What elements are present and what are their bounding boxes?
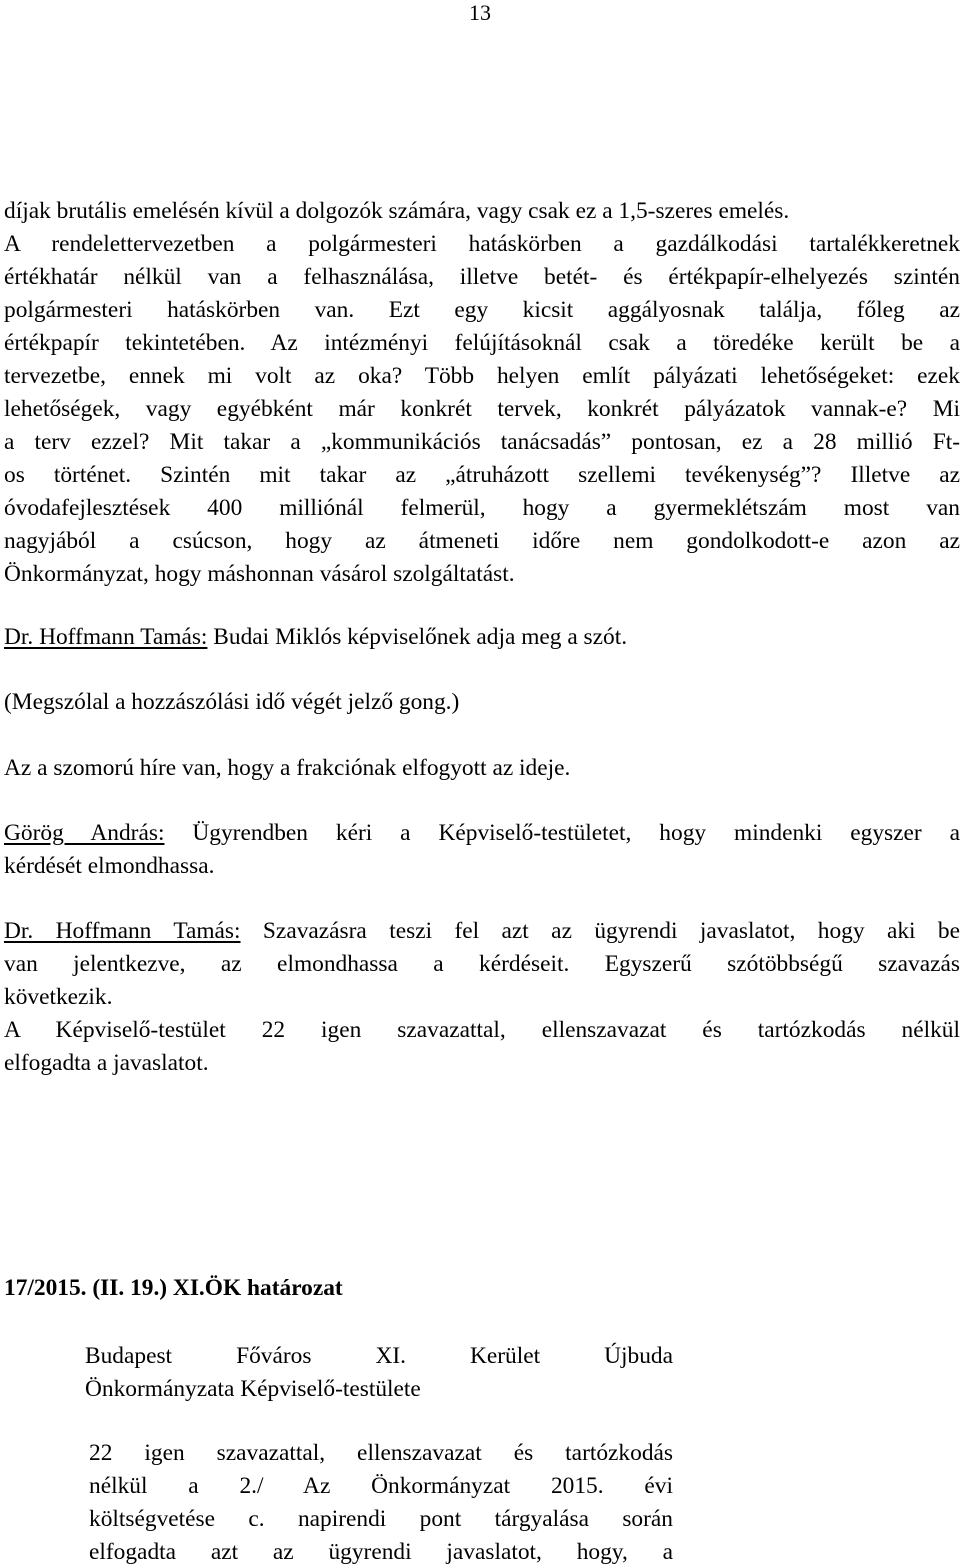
- paragraph-line: A rendelettervezetben a polgármesteri hatáskörben a gazdálkodási tartalékkeretnek: [4, 231, 960, 257]
- gong-note: (Megszólal a hozzászólási idő végét jelző gong.): [4, 689, 460, 715]
- resolution-text-line: elfogadta azt az ügyrendi javaslatot, hogy, a: [89, 1539, 673, 1565]
- paragraph-line: polgármesteri hatáskörben van. Ezt egy kicsit aggályosnak találja, főleg az: [4, 297, 960, 323]
- paragraph-line: díjak brutális emelésén kívül a dolgozók számára, vagy csak ez a 1,5-szeres emelés.: [4, 198, 790, 224]
- statement-text: Szavazásra teszi fel azt az ügyrendi javaslatot, hogy aki be: [240, 918, 960, 944]
- vote-result-line: elfogadta a javaslatot.: [4, 1050, 209, 1076]
- paragraph-line: értékpapír tekintetében. Az intézményi felújításoknál csak a töredéke került be a: [4, 330, 960, 356]
- speaker-name: Dr. Hoffmann Tamás:: [4, 624, 208, 650]
- paragraph-line: nagyjából a csúcson, hogy az átmeneti időre nem gondolkodott-e azon az: [4, 528, 960, 554]
- resolution-title: 17/2015. (II. 19.) XI.ÖK határozat: [4, 1275, 343, 1301]
- resolution-text-line: 22 igen szavazattal, ellenszavazat és tartózkodás: [89, 1440, 673, 1466]
- chair-statement: [4, 621, 960, 653]
- time-out-note: Az a szomorú híre van, hogy a frakciónak elfogyott az ideje.: [4, 755, 571, 781]
- chair-statement: [4, 915, 960, 947]
- body-name-line: Budapest Főváros XI. Kerület Újbuda: [85, 1343, 673, 1369]
- statement-line: következik.: [4, 984, 113, 1010]
- statement-text: Ügyrendben kéri a Képviselő-testületet, hogy mindenki egyszer a: [164, 820, 960, 846]
- resolution-text-line: nélkül a 2./ Az Önkormányzat 2015. évi: [89, 1473, 673, 1499]
- vote-result-line: A Képviselő-testület 22 igen szavazattal, ellenszavazat és tartózkodás nélkül: [4, 1017, 960, 1043]
- speaker-name: Görög András:: [4, 820, 165, 846]
- paragraph-line: lehetőségek, vagy egyébként már konkrét tervek, konkrét pályázatok vannak-e? Mi: [4, 396, 960, 422]
- page-number: 13: [469, 0, 491, 25]
- body-name-line: Önkormányzata Képviselő-testülete: [85, 1376, 421, 1402]
- paragraph-line: Önkormányzat, hogy máshonnan vásárol szolgáltatást.: [4, 561, 515, 587]
- paragraph-line: értékhatár nélkül van a felhasználása, illetve betét- és értékpapír-elhelyezés szintén: [4, 264, 960, 290]
- statement-line: kérdését elmondhassa.: [4, 853, 215, 879]
- statement-text: Budai Miklós képviselőnek adja meg a szót.: [207, 624, 628, 650]
- resolution-text-line: költségvetése c. napirendi pont tárgyalása során: [89, 1506, 673, 1532]
- paragraph-line: a terv ezzel? Mit takar a „kommunikációs tanácsadás” pontosan, ez a 28 millió Ft-: [4, 429, 960, 455]
- gorog-statement: [4, 817, 960, 849]
- paragraph-line: tervezetbe, ennek mi volt az oka? Több helyen említ pályázati lehetőségeket: ezek: [4, 363, 960, 389]
- paragraph-line: os történet. Szintén mit takar az „átruházott szellemi tevékenység”? Illetve az: [4, 462, 960, 488]
- speaker-name: Dr. Hoffmann Tamás:: [4, 918, 241, 944]
- paragraph-line: óvodafejlesztések 400 milliónál felmerül, hogy a gyermeklétszám most van: [4, 495, 960, 521]
- statement-line: van jelentkezve, az elmondhassa a kérdéseit. Egyszerű szótöbbségű szavazás: [4, 951, 960, 977]
